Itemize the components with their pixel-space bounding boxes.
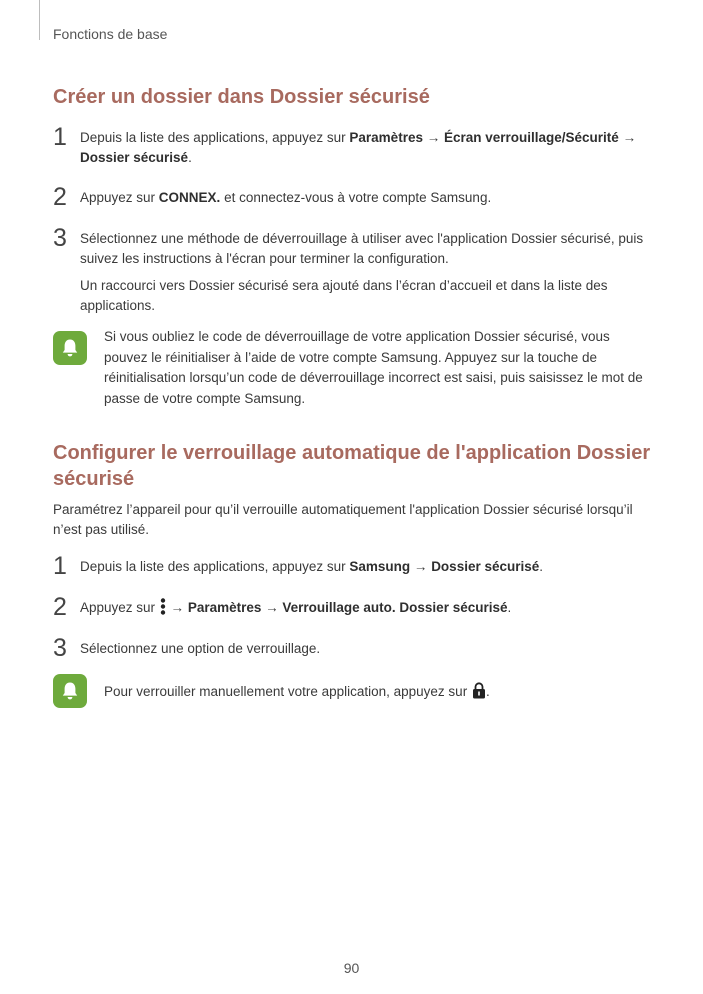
step-3-auto-lock [53, 634, 653, 662]
kebab-icon [160, 598, 166, 621]
bell-icon [53, 674, 87, 708]
step-1-auto-lock [53, 552, 653, 580]
followup-paragraph: Un raccourci vers Dossier sécurisé sera ajouté dans l’écran d’accueil et dans la liste des applications. [80, 278, 608, 313]
lock-icon [472, 682, 486, 706]
intro-paragraph: Paramétrez l’appareil pour qu’il verrouille automatiquement l'application Dossier sécurisé lorsqu’il n’est pas utilisé. [53, 502, 633, 537]
step-3-create [53, 224, 653, 269]
bell-icon [53, 331, 87, 365]
page-number: 90 [343, 960, 360, 976]
step-text: Depuis la liste des applications, appuyez sur Samsung → Dossier sécurisé. [80, 559, 544, 574]
step-number: 3 [53, 224, 67, 252]
step-text: Appuyez sur → Paramètres → Verrouillage auto. Dossier sécurisé. [80, 598, 653, 621]
step-text: Depuis la liste des applications, appuyez sur Paramètres → Écran verrouillage/Sécurité → Dossier sécurisé. [80, 130, 637, 165]
step-number: 2 [53, 183, 67, 211]
step-number: 1 [53, 123, 67, 151]
step-text: Sélectionnez une méthode de déverrouillage à utiliser avec l'application Dossier sécurisé, puis suivez les instructions à l'écran pour terminer la configuration. [80, 231, 644, 266]
step-text: Appuyez sur CONNEX. et connectez-vous à votre compte Samsung. [80, 190, 492, 205]
note-text-manual-lock: Pour verrouiller manuellement votre application, appuyez sur . [104, 682, 649, 706]
step-number: 2 [53, 593, 67, 621]
step-2-create [53, 183, 653, 211]
step-number: 3 [53, 634, 67, 662]
section-title-auto-lock: Configurer le verrouillage automatique de l'application Dossier sécurisé [53, 442, 651, 490]
margin-rule [39, 0, 40, 40]
note-text-reset: Si vous oubliez le code de déverrouillage de votre application Dossier sécurisé, vous pouvez le réinitialiser à l’aide de votre compte Samsung. Appuyez sur la touche de réinitialisation lorsqu’un code de déverrouillage incorrect est saisi, puis saisissez le mot de passe de votre compte Samsung. [104, 329, 643, 406]
step-number: 1 [53, 552, 67, 580]
running-head: Fonctions de base [53, 26, 168, 42]
step-2-auto-lock [53, 593, 653, 621]
step-1-create [53, 123, 653, 168]
section-title-create-folder: Créer un dossier dans Dossier sécurisé [53, 86, 430, 108]
step-text: Sélectionnez une option de verrouillage. [80, 641, 321, 656]
